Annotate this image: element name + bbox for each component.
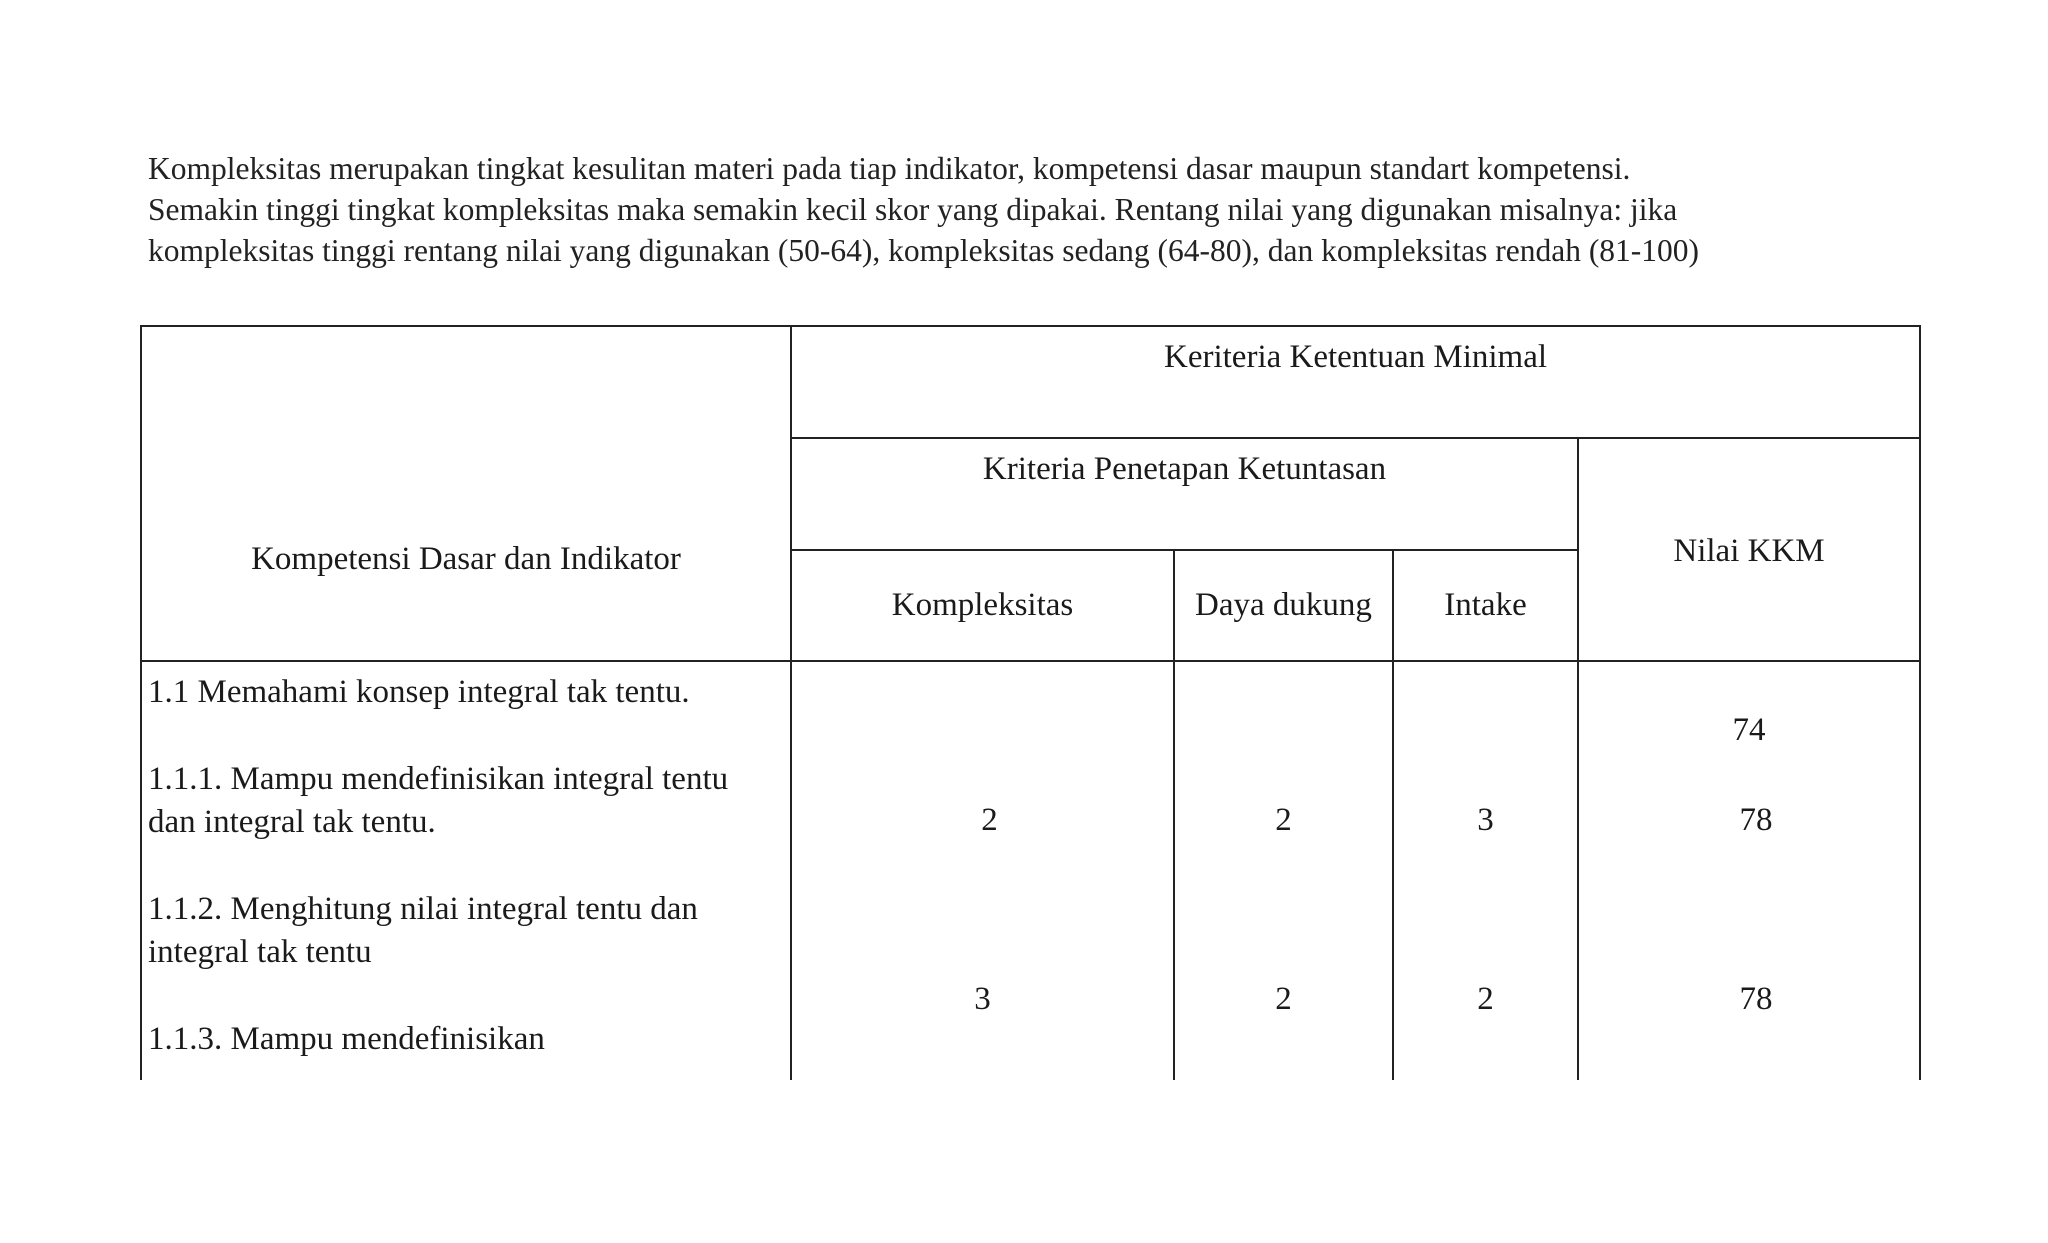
header-kriteria-penetapan: Kriteria Penetapan Ketuntasan: [791, 438, 1578, 550]
daya-dukung-value-2: 2: [1275, 981, 1292, 1018]
intake-value-1: 3: [1477, 802, 1494, 839]
header-keriteria-ketentuan: Keriteria Ketentuan Minimal: [791, 326, 1920, 438]
intake-cell: [1393, 661, 1578, 1080]
intro-paragraph: [148, 148, 1948, 271]
paragraph-line-1: Kompleksitas merupakan tingkat kesulitan materi pada tiap indikator, kompetensi dasar maupun standart kompetensi.: [148, 151, 1631, 186]
nilai-value-2: 78: [1739, 981, 1773, 1018]
nilai-kkm-cell: [1578, 661, 1920, 1080]
kd-line-2: 1.1.1. Mampu mendefinisikan integral tentu: [148, 761, 729, 798]
kd-line-3: dan integral tak tentu.: [148, 804, 436, 841]
kd-line-5: integral tak tentu: [148, 934, 372, 971]
kompleksitas-cell: [791, 661, 1174, 1080]
paragraph-line-3: kompleksitas tinggi rentang nilai yang digunakan (50-64), kompleksitas sedang (64-80), dan kompleksitas rendah (81-100): [148, 233, 1700, 268]
nilai-value-1: 78: [1739, 802, 1773, 839]
daya-dukung-cell: [1174, 661, 1393, 1080]
kd-line-6: 1.1.3. Mampu mendefinisikan: [148, 1021, 545, 1058]
header-kompetensi-dasar: [141, 326, 791, 661]
daya-dukung-value-1: 2: [1275, 802, 1292, 839]
header-intake: Intake: [1393, 550, 1578, 661]
header-nilai-label: Nilai KKM: [1673, 533, 1825, 570]
intake-value-2: 2: [1477, 981, 1494, 1018]
kompleksitas-value-1: 2: [981, 802, 998, 839]
header-kompetensi-label: Kompetensi Dasar dan Indikator: [251, 541, 681, 578]
kkm-table: [140, 325, 1921, 1080]
kd-line-4: 1.1.2. Menghitung nilai integral tentu dan: [148, 891, 698, 928]
nilai-kd-value: 74: [1732, 712, 1766, 749]
kd-line-1: 1.1 Memahami konsep integral tak tentu.: [148, 674, 690, 711]
kd-indikator-cell: [141, 661, 791, 1080]
header-nilai-kkm: [1578, 438, 1920, 661]
header-kompleksitas: Kompleksitas: [791, 550, 1174, 661]
kompleksitas-value-2: 3: [974, 981, 991, 1018]
paragraph-line-2: Semakin tinggi tingkat kompleksitas maka semakin kecil skor yang dipakai. Rentang nilai yang digunakan misalnya: jika: [148, 192, 1678, 227]
header-daya-dukung: Daya dukung: [1174, 550, 1393, 661]
